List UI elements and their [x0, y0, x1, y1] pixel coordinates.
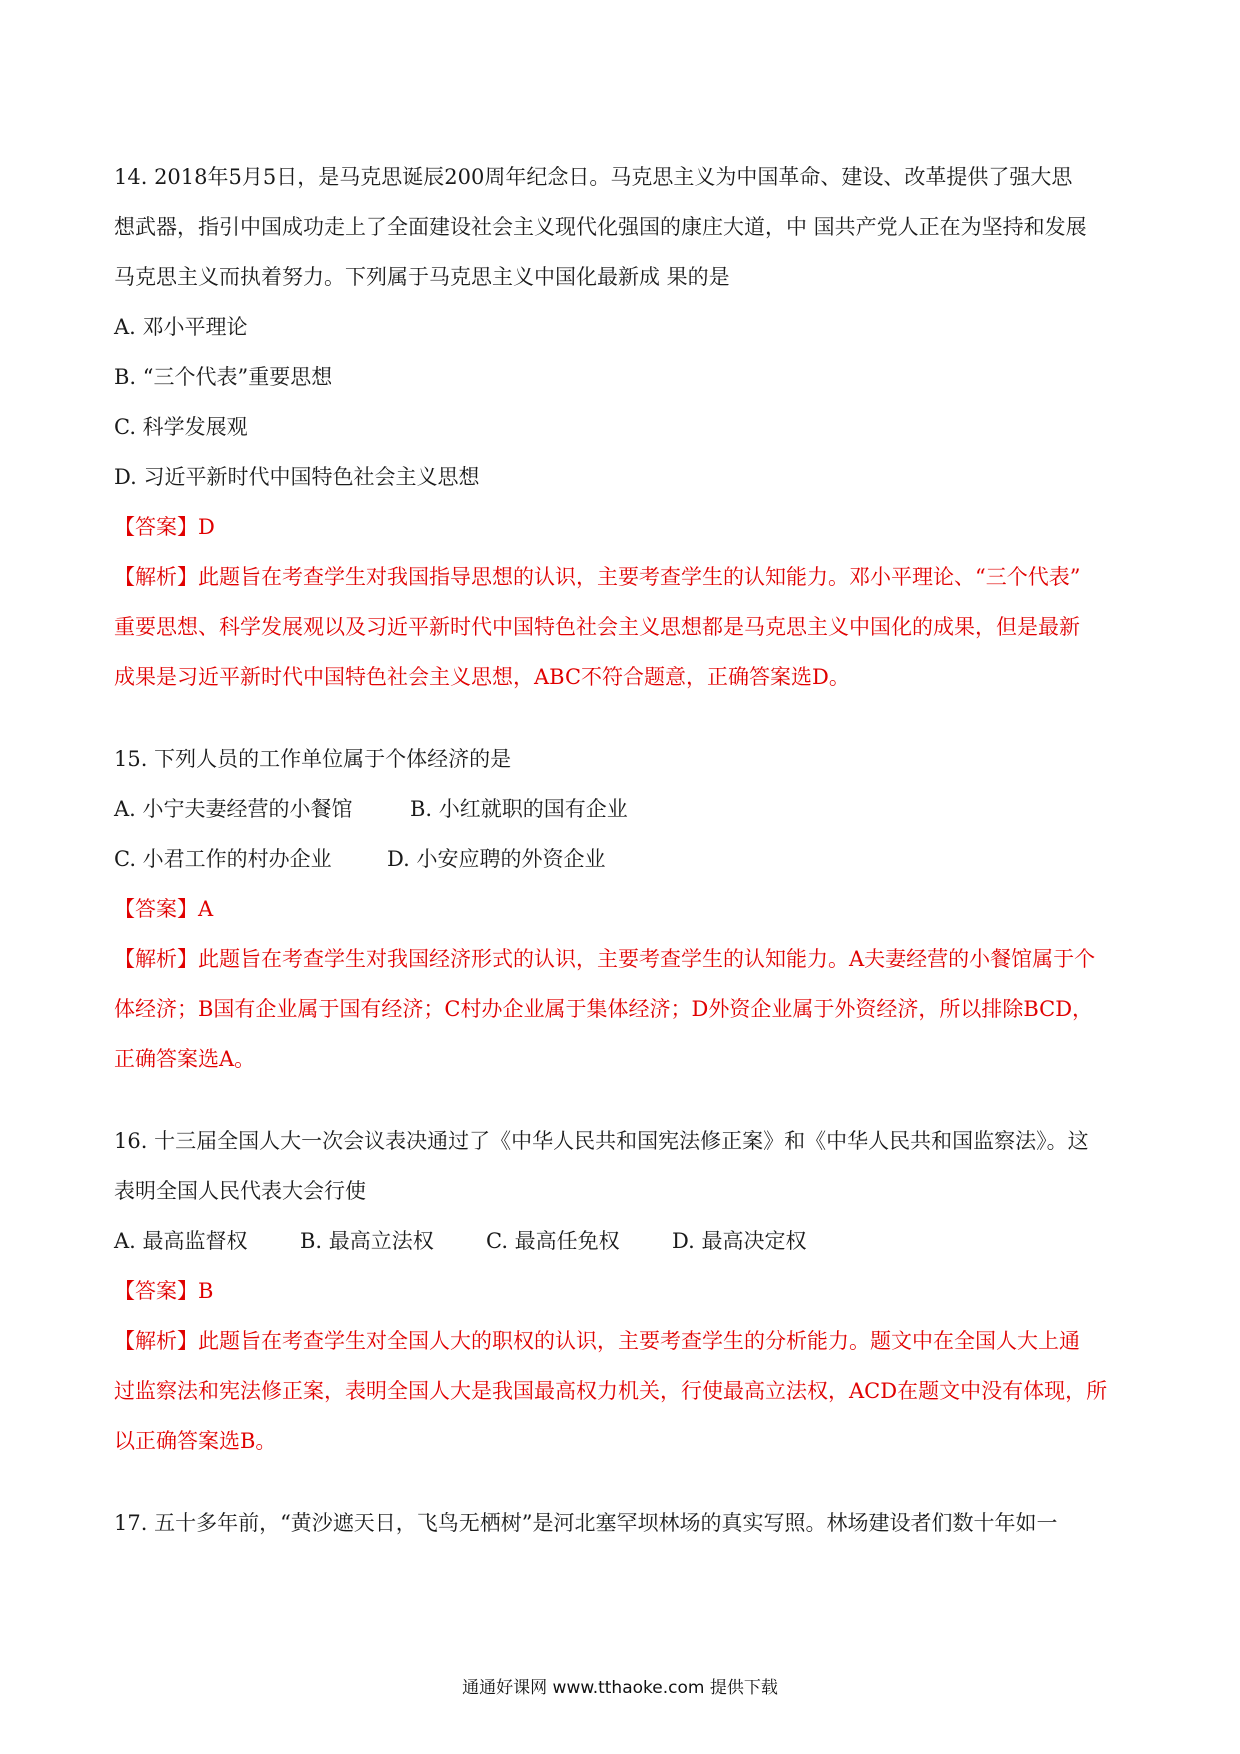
question-14-option-a: A. 邓小平理论 [114, 315, 248, 339]
question-14-option-b: B. “三个代表”重要思想 [114, 365, 333, 389]
question-15-analysis-line: 体经济；B国有企业属于国有经济；C村办企业属于集体经济；D外资企业属于外资经济，所以排除BCD， [114, 997, 1094, 1021]
question-16-stem-line: 表明全国人民代表大会行使 [114, 1179, 366, 1203]
spacer [114, 702, 1134, 734]
question-15-analysis-line: 正确答案选A。 [114, 1047, 256, 1071]
spacer [114, 1466, 1134, 1498]
question-14-stem-line: 14. 2018年5月5日，是马克思诞辰200周年纪念日。马克思主义为中国革命、建设、改革提供了强大思 [114, 165, 1073, 189]
question-15-option-c: C. 小君工作的村办企业 [114, 847, 332, 871]
question-16-analysis-line: 以正确答案选B。 [114, 1429, 277, 1453]
page-footer: 通通好课网 www.tthaoke.com 提供下载 [462, 1678, 778, 1698]
question-16-analysis-line: 过监察法和宪法修正案，表明全国人大是我国最高权力机关，行使最高立法权，ACD在题文中没有体现，所 [114, 1379, 1108, 1403]
question-15 [114, 734, 1134, 1084]
question-17 [114, 1498, 1134, 1548]
question-16-option-c: C. 最高任免权 [486, 1229, 620, 1253]
spacer [114, 1084, 1134, 1116]
question-15-options-row-1 [114, 784, 1134, 834]
question-14-option-c: C. 科学发展观 [114, 415, 248, 439]
question-15-option-d: D. 小安应聘的外资企业 [387, 847, 606, 871]
question-15-answer: 【答案】A [114, 897, 214, 921]
question-15-option-b: B. 小红就职的国有企业 [410, 797, 628, 821]
question-17-stem: 17. 五十多年前，“黄沙遮天日，飞鸟无栖树”是河北塞罕坝林场的真实写照。林场建设者们数十年如一 [114, 1511, 1058, 1535]
question-16-options-row [114, 1216, 1134, 1266]
question-14-answer: 【答案】D [114, 515, 215, 539]
question-14-analysis-line: 【解析】此题旨在考查学生对我国指导思想的认识，主要考查学生的认知能力。邓小平理论、“三个代表” [114, 565, 1081, 589]
question-14-analysis-line: 成果是习近平新时代中国特色社会主义思想，ABC不符合题意，正确答案选D。 [114, 665, 850, 689]
question-15-option-a: A. 小宁夫妻经营的小餐馆 [114, 797, 353, 821]
question-16-stem-line: 16. 十三届全国人大一次会议表决通过了《中华人民共和国宪法修正案》和《中华人民共和国监察法》。这 [114, 1129, 1089, 1153]
question-15-stem: 15. 下列人员的工作单位属于个体经济的是 [114, 747, 512, 771]
question-14-option-d: D. 习近平新时代中国特色社会主义思想 [114, 465, 480, 489]
question-16 [114, 1116, 1134, 1466]
question-16-answer: 【答案】B [114, 1279, 214, 1303]
question-14-analysis-line: 重要思想、科学发展观以及习近平新时代中国特色社会主义思想都是马克思主义中国化的成果，但是最新 [114, 615, 1080, 639]
question-15-analysis-line: 【解析】此题旨在考查学生对我国经济形式的认识，主要考查学生的认知能力。A夫妻经营的小餐馆属于个 [114, 947, 1096, 971]
question-14-stem-line: 马克思主义而执着努力。下列属于马克思主义中国化最新成 果的是 [114, 265, 730, 289]
page-content [114, 152, 1134, 1548]
question-16-analysis-line: 【解析】此题旨在考查学生对全国人大的职权的认识，主要考查学生的分析能力。题文中在全国人大上通 [114, 1329, 1080, 1353]
question-16-option-a: A. 最高监督权 [114, 1229, 248, 1253]
question-14 [114, 152, 1134, 702]
question-16-option-b: B. 最高立法权 [300, 1229, 434, 1253]
question-15-options-row-2 [114, 834, 1134, 884]
question-16-option-d: D. 最高决定权 [672, 1229, 807, 1253]
question-14-stem-line: 想武器，指引中国成功走上了全面建设社会主义现代化强国的康庄大道，中 国共产党人正在为坚持和发展 [114, 215, 1087, 239]
